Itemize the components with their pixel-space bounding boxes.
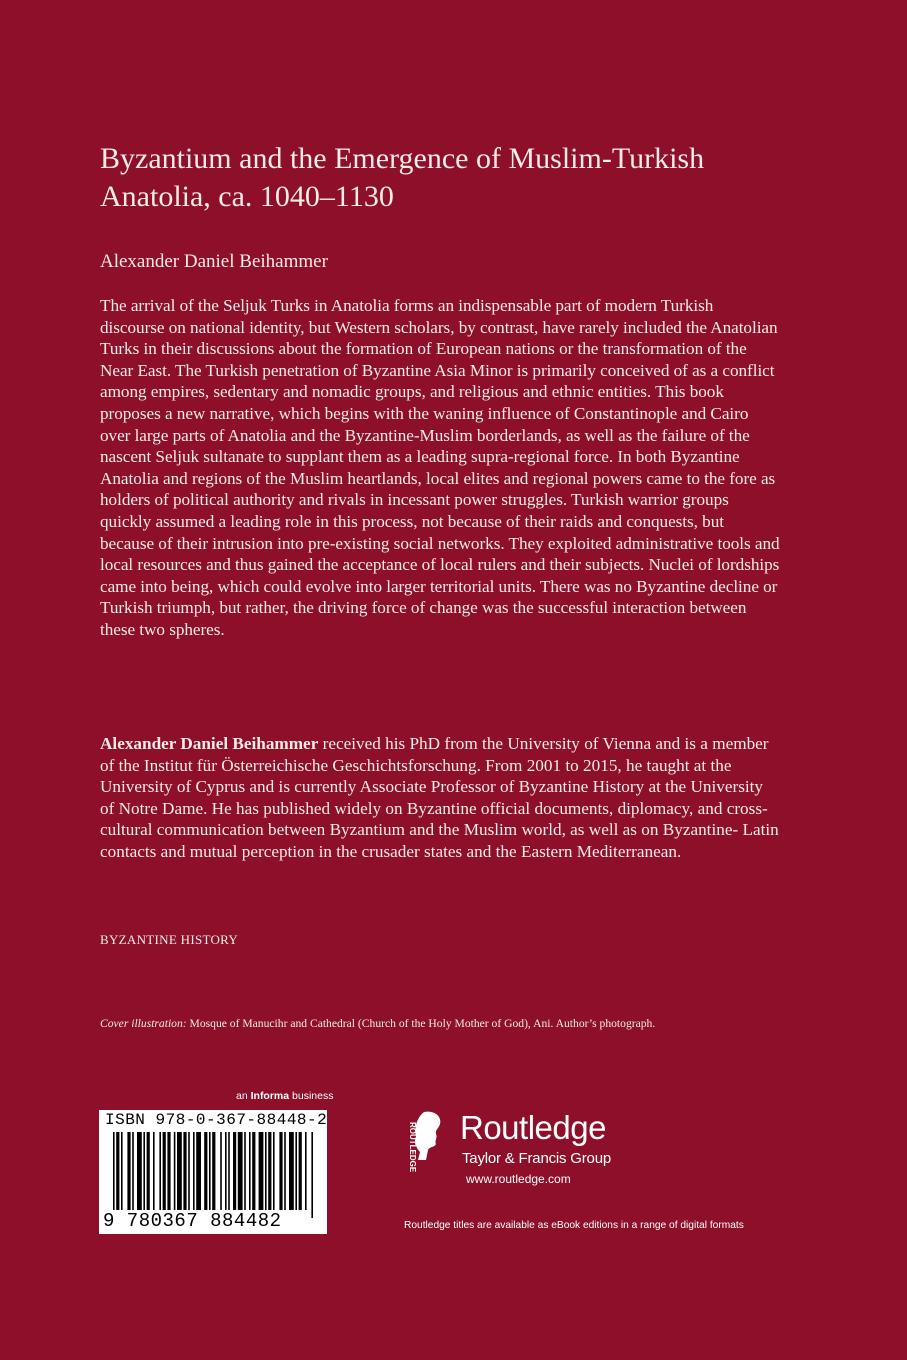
isbn-digits: 9 780367 884482 xyxy=(103,1210,282,1232)
author-bio-name: Alexander Daniel Beihammer xyxy=(100,734,319,753)
routledge-vertical-text: ROUTLEDGE xyxy=(408,1122,417,1173)
barcode-bar xyxy=(273,1132,275,1210)
informa-prefix: an xyxy=(236,1090,251,1102)
barcode-bar xyxy=(204,1132,207,1210)
barcode-bar xyxy=(249,1132,251,1210)
informa-word: Informa xyxy=(250,1090,290,1102)
barcode-bar xyxy=(268,1132,271,1210)
barcode-bar xyxy=(220,1132,222,1210)
barcode-bar xyxy=(159,1132,161,1210)
barcode-bar xyxy=(143,1132,145,1210)
isbn-barcode xyxy=(99,1110,327,1234)
barcode-bar xyxy=(305,1132,307,1210)
barcode-bar xyxy=(137,1132,142,1210)
barcode-bar xyxy=(265,1132,267,1210)
barcode-bar xyxy=(259,1132,264,1210)
barcode-bar xyxy=(212,1132,215,1210)
barcode-bar xyxy=(177,1132,182,1210)
publisher-group: Taylor & Francis Group xyxy=(462,1150,611,1167)
publisher-name: Routledge xyxy=(460,1109,606,1146)
author-name: Alexander Daniel Beihammer xyxy=(100,251,328,272)
barcode-bar xyxy=(193,1132,195,1210)
barcode-bar xyxy=(147,1132,150,1210)
ebook-availability-note: Routledge titles are available as eBook editions in a range of digital formats xyxy=(404,1220,744,1231)
cover-illustration-text: Mosque of Manucihr and Cathedral (Church of the Holy Mother of God), Ani. Author’s photograph. xyxy=(186,1017,656,1030)
barcode-bar xyxy=(279,1132,282,1210)
barcode-bar xyxy=(121,1132,123,1210)
barcode-bar xyxy=(228,1132,230,1210)
barcode-bar xyxy=(167,1132,170,1210)
barcode-bar xyxy=(311,1132,313,1218)
barcode-bar xyxy=(252,1132,255,1210)
barcode-bar xyxy=(132,1132,134,1210)
book-description: The arrival of the Seljuk Turks in Anatolia forms an indispensable part of modern Turkish discourse on national identity, but Western scholars, by contrast, have rarely included the Anatolian Turks in their discussions about the formation of European nations or the transformation of the Near East. The Turkish penetration of Byzantine Asia Minor is primarily conceived of as a conflict among empires, sedentary and nomadic groups, and religious and ethnic entities. This book proposes a new narrative, which begins with the waning influence of Constantinople and Cairo over large parts of Anatolia and the Byzantine-Muslim borderlands, as well as the failure of the nascent Seljuk sultanate to supplant them as a leading supra-regional force. In both Byzantine Anatolia and regions of the Muslim heartlands, local elites and regional powers came to the fore as holders of political authority and rivals in incessant power struggles. Turkish warrior groups quickly assumed a leading role in this process, not because of their raids and conquests, but because of their intrusion into pre-existing social networks. They exploited administrative tools and local resources and thus gained the acceptance of local rulers and their subjects. Nuclei of lordships came into being, which could evolve into larger territorial units. There was no Byzantine decline or Turkish triumph, but rather, the driving force of change was the successful interaction between these two spheres. xyxy=(100,296,780,639)
barcode-bar xyxy=(233,1132,236,1210)
author-bio xyxy=(100,733,780,863)
subject-category: BYZANTINE HISTORY xyxy=(100,932,239,947)
barcode-bar xyxy=(225,1132,227,1210)
routledge-logo-icon xyxy=(404,1108,454,1180)
barcode-bar xyxy=(163,1132,166,1210)
author-bio-text: received his PhD from the University of Vienna and is a member of the Institut für Österreichische Geschichtsforschung. From 2001 to 2015, he taught at the University of Cyprus and is currently Associate Professor of Byzantine History at the University of Notre Dame. He has published widely on Byzantine official documents, diplomacy, and cross- cultural communication between Byzantium and the Muslim world, as well as on Byzantine- Latin contacts and mutual perception in the crusader states and the Eastern Mediterranean. xyxy=(100,734,779,861)
barcode-bar xyxy=(284,1132,286,1210)
barcode-bar xyxy=(113,1132,115,1218)
book-title: Byzantium and the Emergence of Muslim-Turkish Anatolia, ca. 1040–1130 xyxy=(100,142,705,213)
barcode-bar xyxy=(174,1132,176,1210)
barcode-bar xyxy=(238,1132,243,1210)
barcode-bar xyxy=(289,1132,294,1210)
barcode-bar xyxy=(209,1132,211,1210)
barcode-bar xyxy=(188,1132,190,1218)
barcode-bar xyxy=(183,1132,186,1210)
barcode-bar xyxy=(295,1132,297,1210)
publisher-url[interactable]: www.routledge.com xyxy=(466,1172,571,1186)
barcode-bar xyxy=(153,1132,155,1210)
barcode-bar xyxy=(244,1132,246,1210)
barcode-bar xyxy=(299,1132,302,1210)
publisher-block xyxy=(404,1108,664,1188)
informa-suffix: business xyxy=(289,1090,334,1102)
barcode-bar xyxy=(127,1132,130,1210)
informa-business-tag xyxy=(236,1090,333,1102)
isbn-label: ISBN 978-0-367-88448-2 xyxy=(105,1111,328,1129)
barcode-bar xyxy=(116,1132,119,1218)
cover-illustration-label: Cover illustration: xyxy=(100,1017,187,1030)
cover-illustration-credit xyxy=(100,1017,820,1030)
barcode-bar xyxy=(196,1132,201,1210)
